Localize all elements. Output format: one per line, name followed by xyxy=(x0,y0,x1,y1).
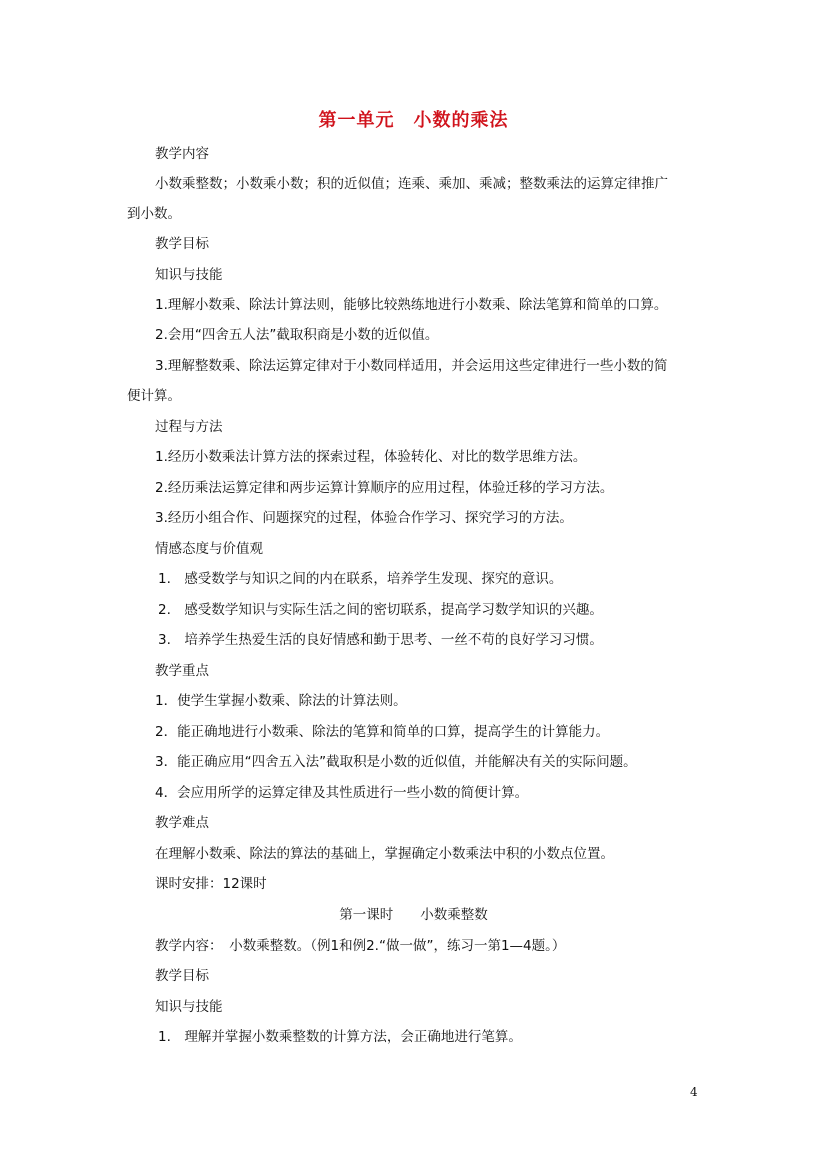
process-item-1: 1.经历小数乘法计算方法的探索过程，体验转化、对比的数学思维方法。 xyxy=(155,449,587,465)
lesson-title: 第一课时 小数乘整数 xyxy=(339,907,488,923)
process-item-2: 2.经历乘法运算定律和两步运算计算顺序的应用过程，体验迁移的学习方法。 xyxy=(155,480,614,496)
class-schedule: 课时安排：12课时 xyxy=(155,876,267,892)
emotion-item-3: 3. 培养学生热爱生活的良好情感和勤于思考、一丝不苟的良好学习习惯。 xyxy=(158,632,603,648)
process-methods-heading: 过程与方法 xyxy=(155,419,223,435)
lesson-content: 教学内容： 小数乘整数。（例1和例2.“做一做”，练习一第1—4题。） xyxy=(155,938,566,954)
key-points-heading: 教学重点 xyxy=(155,663,209,679)
emotion-values-heading: 情感态度与价值观 xyxy=(155,541,263,557)
emotion-item-1: 1. 感受数学与知识之间的内在联系，培养学生发现、探究的意识。 xyxy=(158,571,563,587)
key-point-1: 1．使学生掌握小数乘、除法的计算法则。 xyxy=(155,693,407,709)
knowledge-item-2: 2.会用“四舍五人法”截取积商是小数的近似值。 xyxy=(155,327,439,343)
key-point-2: 2．能正确地进行小数乘、除法的笔算和简单的口算，提高学生的计算能力。 xyxy=(155,724,610,740)
process-item-3: 3.经历小组合作、问题探究的过程，体验合作学习、探究学习的方法。 xyxy=(155,510,573,526)
difficult-points-heading: 教学难点 xyxy=(155,815,209,831)
lesson-knowledge-item-1: 1. 理解并掌握小数乘整数的计算方法，会正确地进行笔算。 xyxy=(158,1029,522,1045)
teaching-content-line-2: 到小数。 xyxy=(127,206,181,222)
emotion-item-2: 2. 感受数学知识与实际生活之间的密切联系，提高学习数学知识的兴趣。 xyxy=(158,602,603,618)
key-point-4: 4．会应用所学的运算定律及其性质进行一些小数的简便计算。 xyxy=(155,785,529,801)
teaching-content-heading: 教学内容 xyxy=(155,146,209,162)
knowledge-item-3a: 3.理解整数乘、除法运算定律对于小数同样适用，并会运用这些定律进行一些小数的简 xyxy=(155,358,668,374)
lesson-goals-heading: 教学目标 xyxy=(155,968,209,984)
knowledge-skills-heading: 知识与技能 xyxy=(155,267,223,283)
key-point-3: 3．能正确应用“四舍五入法”截取积是小数的近似值，并能解决有关的实际问题。 xyxy=(155,754,637,770)
unit-title: 第一单元 小数的乘法 xyxy=(318,110,509,131)
teaching-content-line-1: 小数乘整数；小数乘小数；积的近似值；连乘、乘加、乘减；整数乘法的运算定律推广 xyxy=(155,176,668,192)
page-number: 4 xyxy=(690,1085,698,1099)
difficult-point-1: 在理解小数乘、除法的算法的基础上，掌握确定小数乘法中积的小数点位置。 xyxy=(155,846,614,862)
knowledge-item-3b: 便计算。 xyxy=(127,388,181,404)
knowledge-item-1: 1.理解小数乘、除法计算法则，能够比较熟练地进行小数乘、除法笔算和简单的口算。 xyxy=(155,297,668,313)
lesson-knowledge-heading: 知识与技能 xyxy=(155,999,223,1015)
teaching-goals-heading: 教学目标 xyxy=(155,236,209,252)
